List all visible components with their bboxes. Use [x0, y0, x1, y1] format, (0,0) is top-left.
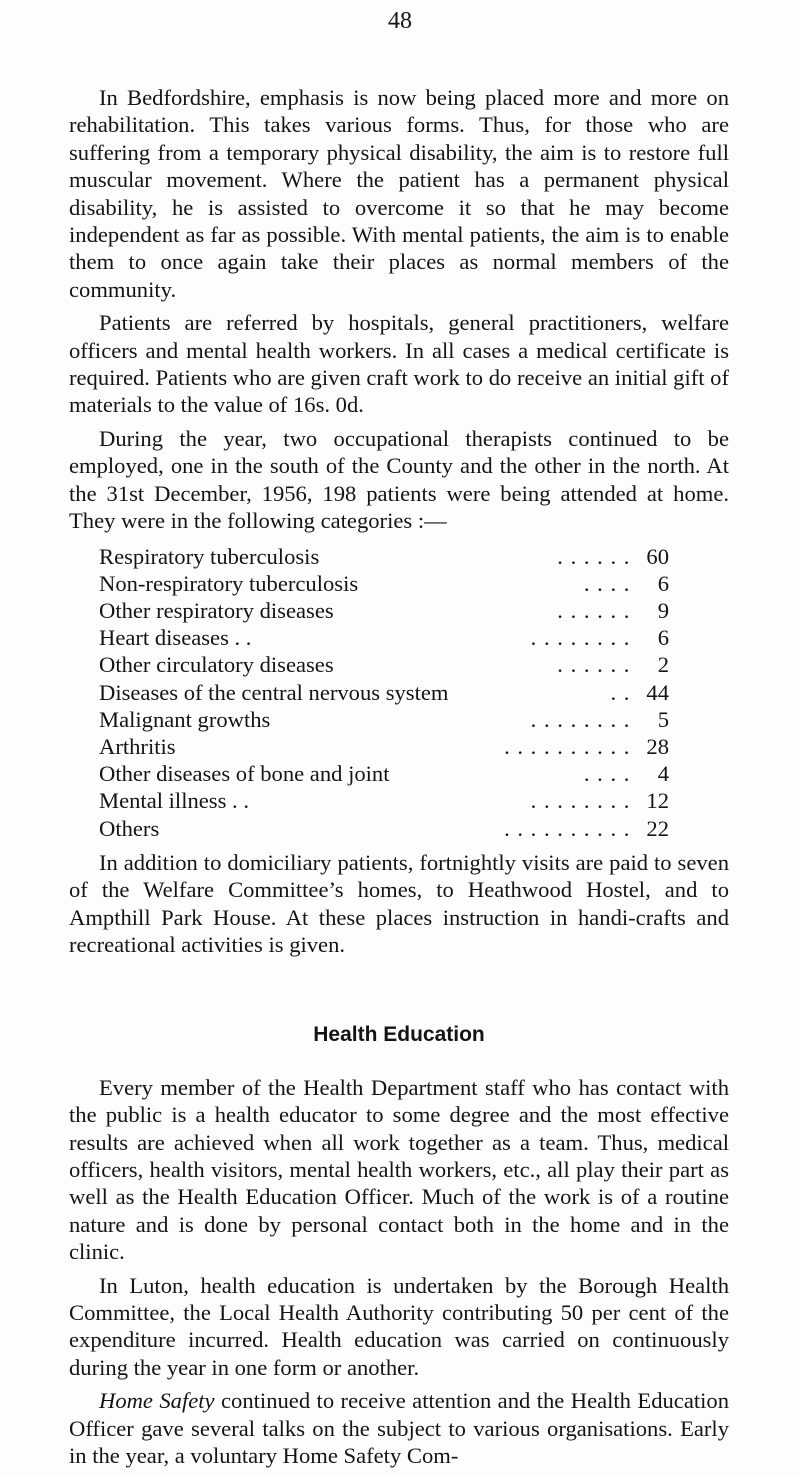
category-value: 6 — [657, 570, 669, 596]
paragraph-home-safety — [69, 1387, 729, 1469]
category-value: 60 — [646, 543, 669, 569]
category-value: 2 — [657, 652, 669, 678]
category-value: 44 — [646, 679, 669, 705]
category-row — [99, 733, 669, 760]
category-label: Other respiratory diseases — [99, 597, 334, 623]
paragraph-domiciliary-visits: In addition to domiciliary patients, fortnightly visits are paid to seven of the Welfare Committee’s homes, to Heathwood Hostel, and to Ampthill Park House. At these places instruction in handi-crafts and recreational activities is given. — [69, 849, 729, 957]
category-dots: . . . . . . . . . . — [504, 815, 631, 841]
category-row — [99, 815, 669, 842]
paragraph-luton: In Luton, health education is undertaken by the Borough Health Committee, the Local Health Authority contributing 50 per cent of the expenditure incurred. Health education was carried on continuously during the year in one form or another. — [69, 1272, 729, 1380]
category-dots: . . . . . . . . — [530, 706, 631, 732]
paragraph-referrals: Patients are referred by hospitals, general practitioners, welfare officers and mental health workers. In all cases a medical certificate is required. Patients who are given craft work to do receive an initial gift of materials to the value of 16s. 0d. — [69, 310, 730, 418]
category-value: 9 — [657, 597, 669, 623]
category-label: Non-respiratory tuberculosis — [99, 570, 359, 596]
category-row — [99, 760, 669, 787]
category-dots: . . . . . . — [557, 597, 631, 623]
page-number: 48 — [388, 8, 412, 34]
category-row — [99, 624, 669, 651]
category-value: 6 — [657, 625, 669, 651]
category-label: Others — [99, 815, 160, 841]
category-dots: . . . . — [583, 570, 631, 596]
category-row — [99, 597, 669, 624]
category-dots: . . — [610, 679, 631, 705]
category-row — [99, 651, 669, 678]
section-heading-health-education: Health Education — [313, 1023, 485, 1047]
category-value: 5 — [657, 706, 669, 732]
category-row — [99, 543, 669, 570]
patient-categories-table — [99, 543, 669, 842]
category-label: Diseases of the central nervous system — [99, 679, 449, 705]
category-label: Arthritis — [99, 733, 176, 759]
category-value: 22 — [646, 815, 669, 841]
category-value: 12 — [646, 788, 669, 814]
paragraph-rehabilitation: In Bedfordshire, emphasis is now being placed more and more on rehabilitation. This takes various forms. Thus, for those who are suffering from a temporary physical disability, the aim is to restore full muscular movement. Where the patient has a permanent physical disability, he is assisted to overcome it so that he may become independent as far as possible. With mental patients, the aim is to enable them to once again take their places as normal members of the community. — [69, 85, 729, 302]
category-row — [99, 570, 669, 597]
category-dots: . . . . . . — [557, 543, 631, 569]
category-value: 28 — [646, 733, 669, 759]
category-dots: . . . . — [583, 761, 631, 787]
home-safety-italic-lead: Home Safety — [99, 1388, 215, 1414]
category-dots: . . . . . . . . . . — [504, 733, 631, 759]
category-label: Other circulatory diseases — [99, 652, 334, 678]
paragraph-occupational-therapists: During the year, two occupational therapists continued to be employed, one in the south of the County and the other in the north. At the 31st December, 1956, 198 patients were being attended at home. They were in the following categories :— — [69, 425, 729, 534]
category-label: Other diseases of bone and joint — [99, 761, 390, 787]
paragraph-health-educators: Every member of the Health Department staff who has contact with the public is a health educator to some degree and the most effective results are achieved when all work together as a team. Thus, medical officers, health visitors, mental health workers, etc., all play their part as well as the Health Education Officer. Much of the work is of a routine nature and is done by personal contact both in the home and in the clinic. — [69, 1074, 729, 1265]
category-label: Heart diseases . . — [99, 625, 252, 651]
category-value: 4 — [657, 761, 669, 787]
category-label: Mental illness . . — [99, 788, 249, 814]
category-dots: . . . . . . . . — [530, 625, 631, 651]
category-dots: . . . . . . . . — [530, 788, 631, 814]
category-row — [99, 706, 669, 733]
category-label: Respiratory tuberculosis — [99, 543, 320, 569]
category-dots: . . . . . . — [557, 652, 631, 678]
home-safety-text: continued to receive attention and the Health Education Officer gave several talks on the subject to various organisations. Early in the year, a voluntary Home Safety Com- — [69, 1388, 730, 1469]
category-row — [99, 787, 669, 814]
category-label: Malignant growths — [99, 706, 271, 732]
category-row — [99, 679, 669, 706]
body-text — [69, 84, 729, 1475]
